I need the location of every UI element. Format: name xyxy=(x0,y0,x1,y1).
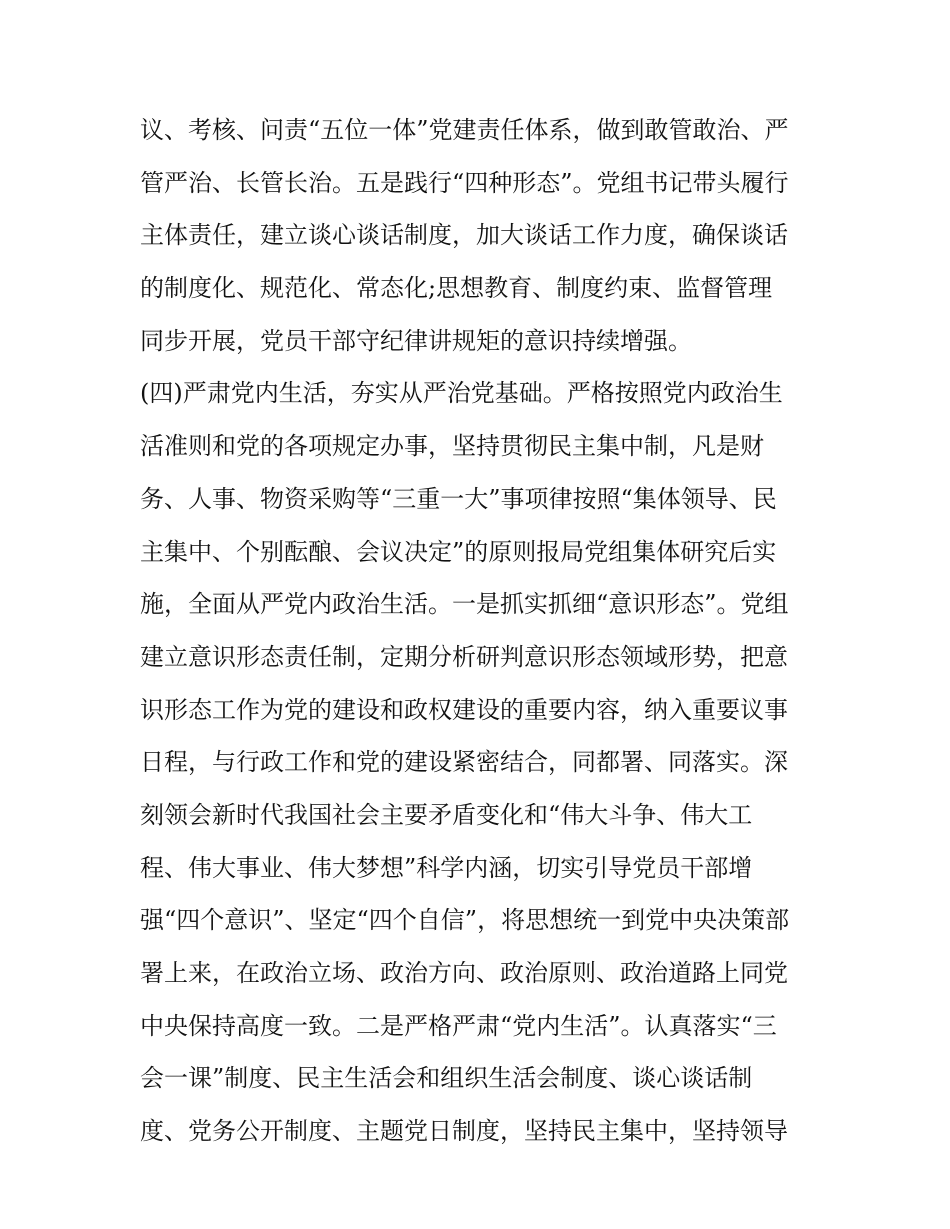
text-line: 的制度化、规范化、常态化;思想教育、制度约束、监督管理 xyxy=(140,274,773,303)
text-line: 主集中、个别酝酿、会议决定”的原则报局党组集体研究后实 xyxy=(140,537,777,566)
text-line: 同步开展，党员干部守纪律讲规矩的意识持续增强。 xyxy=(140,326,692,355)
text-line: 识形态工作为党的建设和政权建设的重要内容，纳入重要议事 xyxy=(140,695,788,724)
text-line: 主体责任，建立谈心谈话制度，加大谈话工作力度，确保谈话 xyxy=(140,221,788,250)
text-line: 强“四个意识”、坚定“四个自信”，将思想统一到党中央决策部 xyxy=(140,906,790,935)
text-line: 中央保持高度一致。二是严格严肃“党内生活”。认真落实“三 xyxy=(140,1011,777,1040)
text-line: 刻领会新时代我国社会主要矛盾变化和“伟大斗争、伟大工 xyxy=(140,800,753,829)
text-line: 管严治、长管长治。五是践行“四种形态”。党组书记带头履行 xyxy=(140,168,789,197)
text-line: 日程，与行政工作和党的建设紧密结合，同都署、同落实。深 xyxy=(140,748,788,777)
text-line: 活准则和党的各项规定办事，坚持贯彻民主集中制，凡是财 xyxy=(140,432,764,461)
text-line: 署上来，在政治立场、政治方向、政治原则、政治道路上同党 xyxy=(140,959,788,987)
text-line: 议、考核、问责“五位一体”党建责任体系，做到敢管敢治、严 xyxy=(140,116,789,144)
text-line: 建立意识形态责任制，定期分析研判意识形态领域形势，把意 xyxy=(140,642,788,671)
section-heading-line: (四)严肃党内生活，夯实从严治党基础。严格按照党内政治生 xyxy=(140,379,783,408)
text-line: 会一课”制度、民主生活会和组织生活会制度、谈心谈话制 xyxy=(140,1064,753,1093)
body-text xyxy=(140,104,820,1158)
text-line: 务、人事、物资采购等“三重一大”事项律按照“集体领导、民 xyxy=(140,484,777,513)
text-line: 程、伟大事业、伟大梦想”科学内涵，切实引导党员干部增 xyxy=(140,853,753,882)
text-line: 度、党务公开制度、主题党日制度，坚持民主集中，坚持领导 xyxy=(140,1117,788,1146)
text-line: 施，全面从严党内政治生活。一是抓实抓细“意识形态”。党组 xyxy=(140,590,789,619)
